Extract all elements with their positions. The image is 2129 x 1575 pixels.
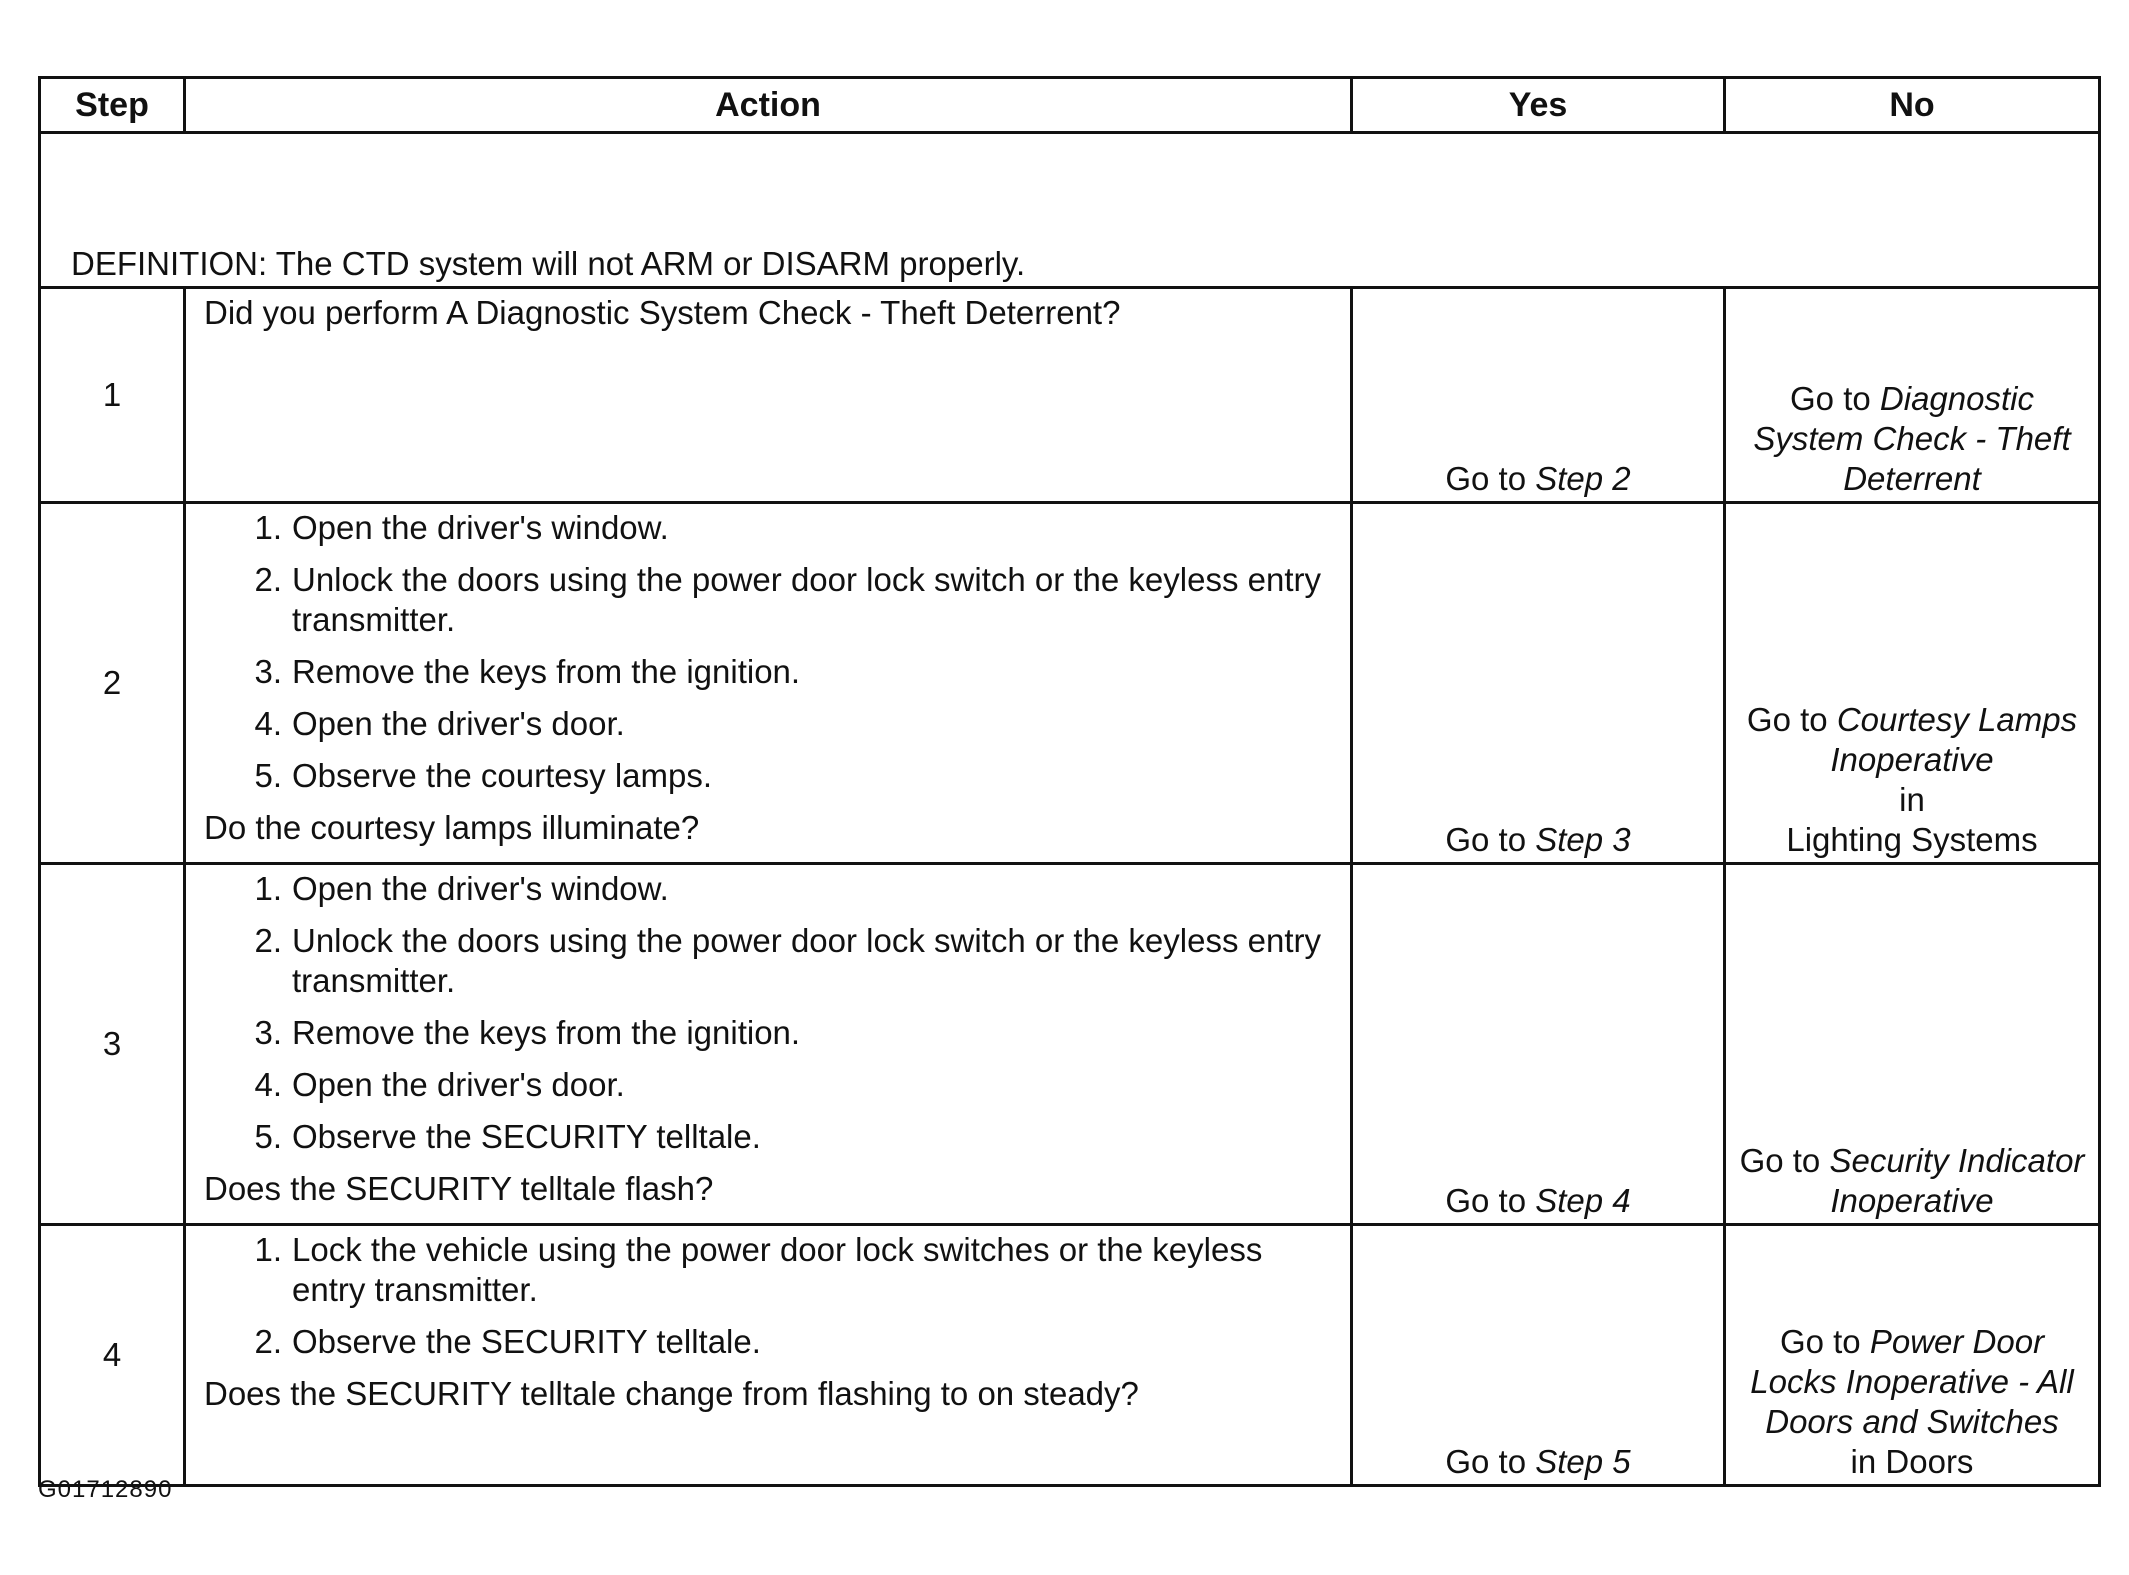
action-question: Does the SECURITY telltale change from flashing to on steady? [204,1375,1139,1412]
yes-prefix: Go to [1445,1182,1536,1219]
item-text: Observe the SECURITY telltale. [292,1118,761,1155]
yes-cell [1352,864,1725,1225]
action-cell [185,1225,1352,1486]
item-number: 1. [254,1231,282,1268]
action-question: Does the SECURITY telltale flash? [204,1170,714,1207]
yes-cell [1352,503,1725,864]
no-cell [1725,503,2100,864]
no-cell [1725,288,2100,503]
action-list [204,508,1336,796]
no-cell [1725,1225,2100,1486]
item-text: Observe the SECURITY telltale. [292,1323,761,1360]
list-item [204,1013,1336,1053]
item-number: 1. [254,509,282,546]
list-item [204,704,1336,744]
yes-cell [1352,288,1725,503]
table-row [40,503,2100,864]
figure-code: G01712890 [38,1476,173,1503]
item-text: Unlock the doors using the power door lock switch or the keyless entry transmitter. [292,922,1321,999]
item-text: Remove the keys from the ignition. [292,1014,801,1051]
item-text: Open the driver's door. [292,705,625,742]
no-prefix: Go to [1746,701,1837,738]
definition-text: DEFINITION: The CTD system will not ARM or DISARM properly. [40,133,2100,288]
step-number: 2 [40,503,185,864]
item-text: Open the driver's door. [292,1066,625,1103]
no-suffix: in Doors [1850,1443,1974,1480]
action-list [204,869,1336,1157]
no-cell [1725,864,2100,1225]
list-item [204,508,1336,548]
item-number: 2. [254,922,282,959]
item-text: Lock the vehicle using the power door lock switches or the keyless entry transmitter. [292,1231,1263,1308]
list-item [204,560,1336,640]
action-cell [185,288,1352,503]
table-header-row [40,78,2100,133]
action-list [204,1230,1336,1362]
action-cell [185,864,1352,1225]
item-number: 5. [254,757,282,794]
item-text: Open the driver's window. [292,870,669,907]
step-number: 4 [40,1225,185,1486]
header-yes: Yes [1352,78,1725,133]
table-row [40,288,2100,503]
header-step: Step [40,78,185,133]
action-question: Do the courtesy lamps illuminate? [204,809,700,846]
list-item [204,869,1336,909]
item-number: 3. [254,653,282,690]
yes-prefix: Go to [1445,1443,1536,1480]
item-number: 2. [254,1323,282,1360]
no-suffix-system: Lighting Systems [1786,821,2038,858]
list-item [204,1322,1336,1362]
item-text: Unlock the doors using the power door lock switch or the keyless entry transmitter. [292,561,1321,638]
no-prefix: Go to [1779,1323,1870,1360]
item-number: 1. [254,870,282,907]
yes-prefix: Go to [1445,460,1536,497]
no-link[interactable]: Courtesy Lamps Inoperative [1830,701,2078,778]
no-link[interactable]: Diagnostic System Check - Theft Deterrent [1753,380,2071,497]
no-prefix: Go to [1739,1142,1830,1179]
yes-link[interactable]: Step 4 [1535,1182,1631,1219]
yes-link[interactable]: Step 3 [1535,821,1631,858]
list-item [204,756,1336,796]
action-question: Did you perform A Diagnostic System Check - Theft Deterrent? [204,294,1121,331]
definition-row [40,133,2100,288]
list-item [204,921,1336,1001]
no-suffix-in: in [1899,781,1925,818]
step-number: 3 [40,864,185,1225]
item-text: Open the driver's window. [292,509,669,546]
no-prefix: Go to [1790,380,1880,417]
list-item [204,652,1336,692]
item-number: 4. [254,1066,282,1103]
item-text: Remove the keys from the ignition. [292,653,801,690]
item-text: Observe the courtesy lamps. [292,757,713,794]
no-link[interactable]: Power Door Locks Inoperative - All Doors and Switches [1750,1323,2074,1440]
diagnostic-table [38,76,2101,1487]
header-action: Action [185,78,1352,133]
item-number: 2. [254,561,282,598]
list-item [204,1065,1336,1105]
item-number: 3. [254,1014,282,1051]
list-item [204,1117,1336,1157]
yes-prefix: Go to [1445,821,1536,858]
yes-link[interactable]: Step 5 [1535,1443,1631,1480]
yes-link[interactable]: Step 2 [1535,460,1631,497]
step-number: 1 [40,288,185,503]
item-number: 4. [254,705,282,742]
item-number: 5. [254,1118,282,1155]
action-cell [185,503,1352,864]
header-no: No [1725,78,2100,133]
list-item [204,1230,1336,1310]
no-link[interactable]: Security Indicator Inoperative [1829,1142,2085,1219]
table-row [40,864,2100,1225]
yes-cell [1352,1225,1725,1486]
table-row [40,1225,2100,1486]
